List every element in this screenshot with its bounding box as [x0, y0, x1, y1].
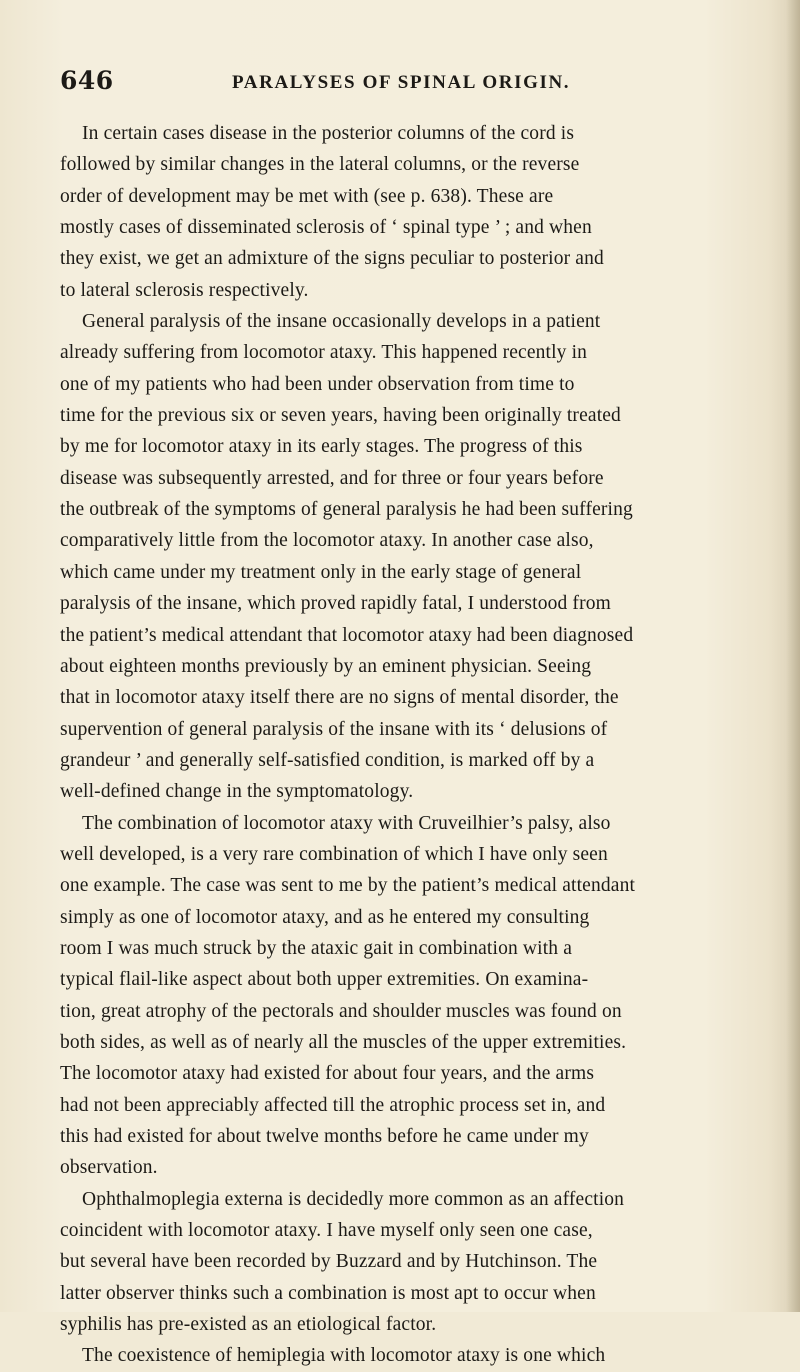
text-line: the patient’s medical attendant that locomotor ataxy had been diagnosed — [60, 624, 634, 646]
text-line: about eighteen months previously by an eminent physician. Seeing — [60, 655, 592, 677]
text-line: Ophthalmoplegia externa is decidedly more common as an affection — [82, 1188, 625, 1210]
text-line: followed by similar changes in the lateral columns, or the reverse — [60, 154, 580, 176]
text-line: tion, great atrophy of the pectorals and shoulder muscles was found on — [60, 1000, 622, 1022]
text-line: paralysis of the insane, which proved rapidly fatal, I understood from — [60, 593, 611, 615]
text-line: which came under my treatment only in the early stage of general — [60, 561, 582, 583]
text-line: already suffering from locomotor ataxy. This happened recently in — [60, 342, 588, 364]
text-line: latter observer thinks such a combination is most apt to occur when — [60, 1282, 596, 1304]
text-line: to lateral sclerosis respectively. — [60, 279, 309, 301]
text-line: but several have been recorded by Buzzard and by Hutchinson. The — [60, 1251, 598, 1273]
text-line: coincident with locomotor ataxy. I have myself only seen one case, — [60, 1220, 593, 1242]
text-line: syphilis has pre-existed as an etiological factor. — [60, 1314, 437, 1336]
text-line: this had existed for about twelve months before he came under my — [60, 1126, 589, 1147]
text-line: time for the previous six or seven years, having been originally treated — [60, 405, 621, 427]
text-line: grandeur ’ and generally self-satisfied condition, is marked off by a — [60, 749, 595, 771]
text-line: The locomotor ataxy had existed for about four years, and the arms — [60, 1063, 595, 1085]
text-line: well-defined change in the symptomatology. — [60, 781, 414, 803]
text-line: supervention of general paralysis of the insane with its ‘ delusions of — [60, 718, 608, 740]
text-line: the outbreak of the symptoms of general paralysis he had been suffering — [60, 499, 633, 521]
body-text — [60, 118, 792, 1372]
text-line: one example. The case was sent to me by the patient’s medical attendant — [60, 875, 636, 897]
text-line: that in locomotor ataxy itself there are no signs of mental disorder, the — [60, 687, 619, 709]
text-line: order of development may be met with (see p. 638). These are — [60, 185, 554, 207]
text-line: both sides, as well as of nearly all the muscles of the upper extremities. — [60, 1031, 627, 1053]
text-line: well developed, is a very rare combination of which I have only seen — [60, 843, 608, 865]
text-line: one of my patients who had been under observation from time to — [60, 373, 575, 395]
text-line: by me for locomotor ataxy in its early stages. The progress of this — [60, 436, 583, 458]
text-line: comparatively little from the locomotor ataxy. In another case also, — [60, 530, 594, 552]
text-line: simply as one of locomotor ataxy, and as he entered my consulting — [60, 906, 590, 928]
text-line: The combination of locomotor ataxy with Cruveilhier’s palsy, also — [82, 812, 611, 834]
running-head: PARALYSES OF SPINAL ORIGIN. — [232, 72, 571, 93]
text-line: disease was subsequently arrested, and for three or four years before — [60, 467, 604, 489]
text-line: General paralysis of the insane occasionally develops in a patient — [82, 311, 601, 333]
text-line: observation. — [60, 1157, 158, 1179]
text-line: typical flail-like aspect about both upper extremities. On examina- — [60, 969, 589, 991]
text-line: room I was much struck by the ataxic gait in combination with a — [60, 937, 572, 959]
text-line: had not been appreciably affected till the atrophic process set in, and — [60, 1094, 606, 1116]
page-number: 646 — [60, 66, 114, 95]
text-line: In certain cases disease in the posterior columns of the cord is — [82, 123, 575, 144]
text-line: mostly cases of disseminated sclerosis of ‘ spinal type ’ ; and when — [60, 217, 592, 239]
text-line: The coexistence of hemiplegia with locomotor ataxy is one which — [82, 1345, 606, 1367]
text-line: they exist, we get an admixture of the signs peculiar to posterior and — [60, 248, 604, 270]
page-header — [60, 66, 760, 106]
